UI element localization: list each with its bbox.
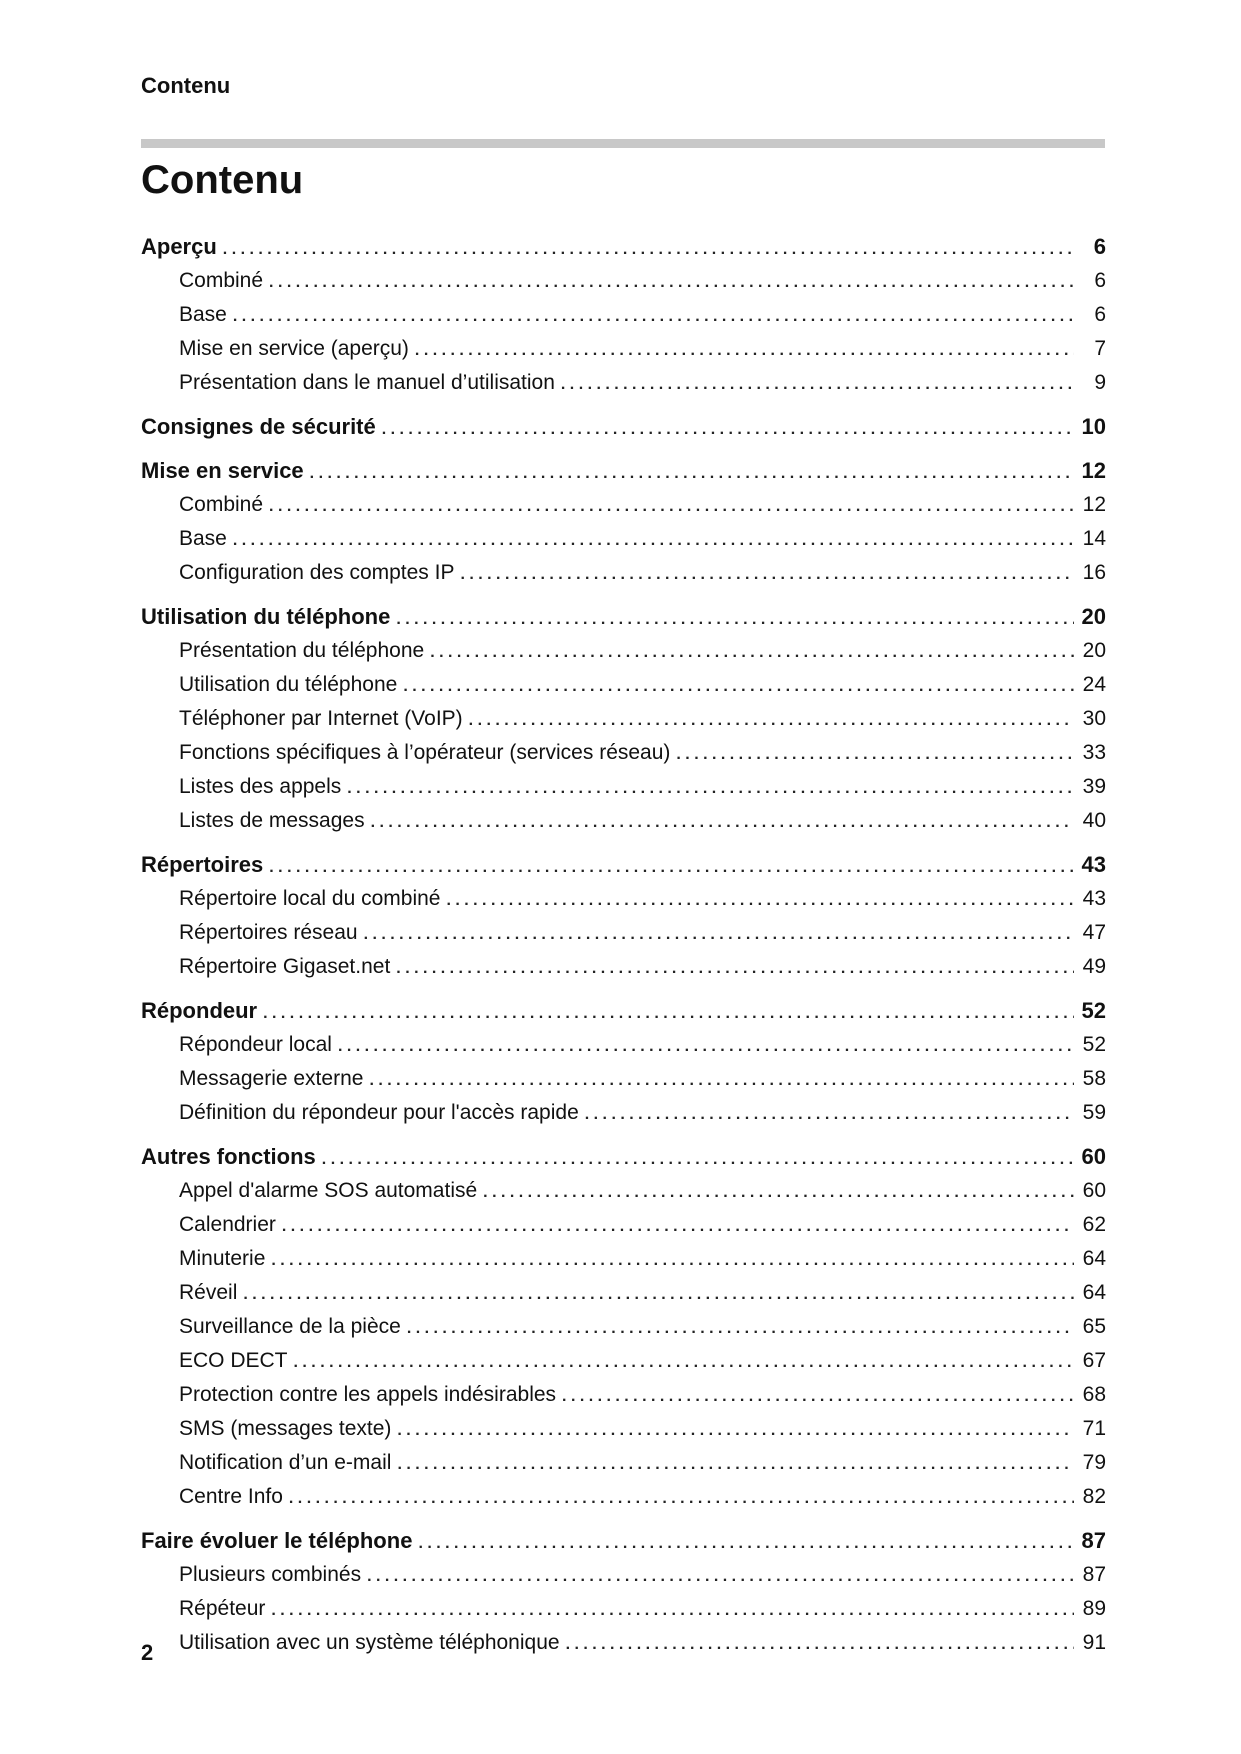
- dot-leader: [223, 233, 1074, 267]
- toc-chapter-page: 52: [1081, 998, 1106, 1023]
- dot-leader: [676, 738, 1074, 772]
- toc-entry-title: Minuterie: [179, 1247, 266, 1270]
- toc-section: [141, 1140, 1106, 1514]
- dot-leader: [310, 457, 1074, 491]
- toc-entry-page: 47: [1082, 921, 1106, 944]
- toc-chapter-title: Répertoires: [141, 852, 264, 877]
- toc-entry-page: 62: [1082, 1213, 1106, 1236]
- toc-entry[interactable]: [141, 668, 1106, 702]
- toc-entry[interactable]: [141, 556, 1106, 590]
- toc-entry[interactable]: [141, 1558, 1106, 1592]
- toc-entry-title: Base: [179, 527, 227, 550]
- toc-entry-page: 67: [1082, 1349, 1106, 1372]
- toc-entry-title: Messagerie externe: [179, 1067, 364, 1090]
- toc-entry-page: 91: [1082, 1631, 1106, 1654]
- toc-entry[interactable]: [141, 770, 1106, 804]
- dot-leader: [371, 806, 1074, 840]
- dot-leader: [469, 704, 1074, 738]
- toc-entry-title: Présentation dans le manuel d’utilisation: [179, 371, 555, 394]
- toc-chapter-title: Utilisation du téléphone: [141, 604, 391, 629]
- toc-entry-title: Calendrier: [179, 1213, 276, 1236]
- toc-entry[interactable]: [141, 702, 1106, 736]
- toc-entry[interactable]: [141, 1412, 1106, 1446]
- dot-leader: [282, 1210, 1074, 1244]
- dot-leader: [397, 1414, 1074, 1448]
- dot-leader: [562, 1380, 1074, 1414]
- toc-entry-page: 64: [1082, 1247, 1106, 1270]
- toc-entry-title: ECO DECT: [179, 1349, 288, 1372]
- toc-chapter-page: 87: [1081, 1528, 1106, 1553]
- toc-entry[interactable]: [141, 882, 1106, 916]
- toc-entry-title: Utilisation avec un système téléphonique: [179, 1631, 560, 1654]
- toc-entry-page: 6: [1094, 269, 1106, 292]
- toc-chapter[interactable]: [141, 848, 1106, 882]
- dot-leader: [446, 884, 1074, 918]
- dot-leader: [585, 1098, 1074, 1132]
- toc-entry-page: 43: [1082, 887, 1106, 910]
- toc-entry[interactable]: [141, 950, 1106, 984]
- toc-entry-page: 89: [1082, 1597, 1106, 1620]
- dot-leader: [460, 558, 1074, 592]
- toc-entry-page: 87: [1082, 1563, 1106, 1586]
- dot-leader: [369, 1064, 1074, 1098]
- toc-entry[interactable]: [141, 1592, 1106, 1626]
- toc-entry-title: Présentation du téléphone: [179, 639, 425, 662]
- toc-entry-page: 12: [1082, 493, 1106, 516]
- toc-entry-title: Appel d'alarme SOS automatisé: [179, 1179, 478, 1202]
- dot-leader: [289, 1482, 1074, 1516]
- toc-entry[interactable]: [141, 1174, 1106, 1208]
- toc-chapter[interactable]: [141, 994, 1106, 1028]
- toc-entry-page: 7: [1094, 337, 1106, 360]
- toc-chapter-title: Mise en service: [141, 458, 304, 483]
- toc-entry-page: 68: [1082, 1383, 1106, 1406]
- toc-entry[interactable]: [141, 1276, 1106, 1310]
- toc-chapter[interactable]: [141, 230, 1106, 264]
- toc-chapter-title: Répondeur: [141, 998, 258, 1023]
- toc-entry-page: 64: [1082, 1281, 1106, 1304]
- toc-entry-title: Listes des appels: [179, 775, 342, 798]
- dot-leader: [483, 1176, 1074, 1210]
- dot-leader: [397, 1448, 1074, 1482]
- dot-leader: [403, 670, 1074, 704]
- toc-entry-page: 6: [1094, 303, 1106, 326]
- toc-chapter[interactable]: [141, 1524, 1106, 1558]
- toc-entry-page: 59: [1082, 1101, 1106, 1124]
- toc-chapter-page: 60: [1081, 1144, 1106, 1169]
- dot-leader: [430, 636, 1074, 670]
- toc-entry-page: 71: [1082, 1417, 1106, 1440]
- toc-chapter-title: Autres fonctions: [141, 1144, 316, 1169]
- toc-entry-page: 30: [1082, 707, 1106, 730]
- toc-chapter-page: 6: [1093, 234, 1106, 259]
- toc-entry-page: 14: [1082, 527, 1106, 550]
- toc-entry-title: Répondeur local: [179, 1033, 332, 1056]
- toc-chapter-title: Aperçu: [141, 234, 217, 259]
- toc-entry-title: Répertoire local du combiné: [179, 887, 441, 910]
- toc-entry-page: 33: [1082, 741, 1106, 764]
- toc-entry[interactable]: [141, 1446, 1106, 1480]
- toc-entry-page: 20: [1082, 639, 1106, 662]
- toc-entry-title: Utilisation du téléphone: [179, 673, 398, 696]
- page-number: 2: [141, 1640, 154, 1665]
- dot-leader: [271, 1244, 1074, 1278]
- dot-leader: [418, 1527, 1074, 1561]
- toc-entry-page: 16: [1082, 561, 1106, 584]
- dot-leader: [407, 1312, 1074, 1346]
- toc-entry[interactable]: [141, 1242, 1106, 1276]
- toc-entry[interactable]: [141, 804, 1106, 838]
- toc-entry-title: Mise en service (aperçu): [179, 337, 409, 360]
- toc-entry-page: 39: [1082, 775, 1106, 798]
- toc-entry-title: SMS (messages texte): [179, 1417, 392, 1440]
- toc-entry[interactable]: [141, 488, 1106, 522]
- toc-chapter[interactable]: [141, 410, 1106, 444]
- dot-leader: [263, 997, 1074, 1031]
- toc-entry[interactable]: [141, 366, 1106, 400]
- toc-entry-title: Téléphoner par Internet (VoIP): [179, 707, 463, 730]
- dot-leader: [382, 413, 1074, 447]
- toc-entry[interactable]: [141, 1344, 1106, 1378]
- toc-entry-title: Combiné: [179, 269, 264, 292]
- toc-entry-title: Surveillance de la pièce: [179, 1315, 401, 1338]
- toc-section: [141, 410, 1106, 444]
- toc-entry[interactable]: [141, 1062, 1106, 1096]
- page-title: Contenu: [141, 158, 304, 202]
- toc-chapter-title: Consignes de sécurité: [141, 414, 376, 439]
- toc-entry-title: Définition du répondeur pour l'accès rapide: [179, 1101, 579, 1124]
- toc-entry-page: 60: [1082, 1179, 1106, 1202]
- dot-leader: [322, 1143, 1074, 1177]
- toc-entry-title: Notification d’un e-mail: [179, 1451, 392, 1474]
- dot-leader: [269, 266, 1074, 300]
- toc-section: [141, 454, 1106, 590]
- toc-entry-title: Combiné: [179, 493, 264, 516]
- dot-leader: [561, 368, 1074, 402]
- toc-entry[interactable]: [141, 916, 1106, 950]
- toc-entry[interactable]: [141, 1378, 1106, 1412]
- toc-entry[interactable]: [141, 1626, 1106, 1660]
- dot-leader: [566, 1628, 1074, 1662]
- toc-entry-page: 58: [1082, 1067, 1106, 1090]
- toc-entry[interactable]: [141, 298, 1106, 332]
- toc-entry-title: Fonctions spécifiques à l’opérateur (services réseau): [179, 741, 671, 764]
- dot-leader: [367, 1560, 1074, 1594]
- toc-entry-title: Réveil: [179, 1281, 238, 1304]
- header-rule: [141, 139, 1105, 148]
- dot-leader: [396, 603, 1074, 637]
- table-of-contents: [141, 230, 1106, 1660]
- toc-entry[interactable]: [141, 736, 1106, 770]
- dot-leader: [347, 772, 1074, 806]
- toc-entry[interactable]: [141, 1480, 1106, 1514]
- dot-leader: [364, 918, 1074, 952]
- dot-leader: [243, 1278, 1074, 1312]
- toc-entry[interactable]: [141, 264, 1106, 298]
- toc-chapter-page: 43: [1081, 852, 1106, 877]
- toc-entry-page: 79: [1082, 1451, 1106, 1474]
- toc-entry-title: Plusieurs combinés: [179, 1563, 362, 1586]
- toc-entry[interactable]: [141, 634, 1106, 668]
- toc-chapter[interactable]: [141, 1140, 1106, 1174]
- toc-chapter-page: 20: [1081, 604, 1106, 629]
- toc-entry-title: Répéteur: [179, 1597, 266, 1620]
- toc-entry[interactable]: [141, 1310, 1106, 1344]
- toc-entry-title: Répertoires réseau: [179, 921, 358, 944]
- toc-chapter-page: 12: [1081, 458, 1106, 483]
- toc-entry-title: Configuration des comptes IP: [179, 561, 455, 584]
- toc-entry-title: Centre Info: [179, 1485, 283, 1508]
- dot-leader: [233, 300, 1074, 334]
- dot-leader: [271, 1594, 1074, 1628]
- toc-entry-title: Protection contre les appels indésirables: [179, 1383, 557, 1406]
- toc-entry[interactable]: [141, 332, 1106, 366]
- dot-leader: [294, 1346, 1074, 1380]
- toc-entry-page: 49: [1082, 955, 1106, 978]
- dot-leader: [233, 524, 1074, 558]
- toc-entry-page: 9: [1094, 371, 1106, 394]
- toc-entry[interactable]: [141, 522, 1106, 556]
- toc-entry-page: 24: [1082, 673, 1106, 696]
- toc-entry-title: Listes de messages: [179, 809, 365, 832]
- dot-leader: [269, 490, 1074, 524]
- toc-entry-page: 52: [1082, 1033, 1106, 1056]
- dot-leader: [396, 952, 1074, 986]
- dot-leader: [415, 334, 1074, 368]
- toc-chapter-page: 10: [1081, 414, 1106, 439]
- toc-section: [141, 230, 1106, 400]
- toc-chapter-title: Faire évoluer le téléphone: [141, 1528, 413, 1553]
- toc-section: [141, 994, 1106, 1130]
- toc-chapter[interactable]: [141, 600, 1106, 634]
- toc-entry-page: 65: [1082, 1315, 1106, 1338]
- running-header: Contenu: [141, 73, 231, 98]
- toc-chapter[interactable]: [141, 454, 1106, 488]
- toc-entry-page: 82: [1082, 1485, 1106, 1508]
- toc-section: [141, 1524, 1106, 1660]
- toc-entry[interactable]: [141, 1028, 1106, 1062]
- toc-entry[interactable]: [141, 1208, 1106, 1242]
- toc-entry[interactable]: [141, 1096, 1106, 1130]
- toc-section: [141, 848, 1106, 984]
- toc-entry-title: Base: [179, 303, 227, 326]
- dot-leader: [269, 851, 1074, 885]
- dot-leader: [338, 1030, 1074, 1064]
- toc-entry-title: Répertoire Gigaset.net: [179, 955, 391, 978]
- toc-section: [141, 600, 1106, 838]
- toc-entry-page: 40: [1082, 809, 1106, 832]
